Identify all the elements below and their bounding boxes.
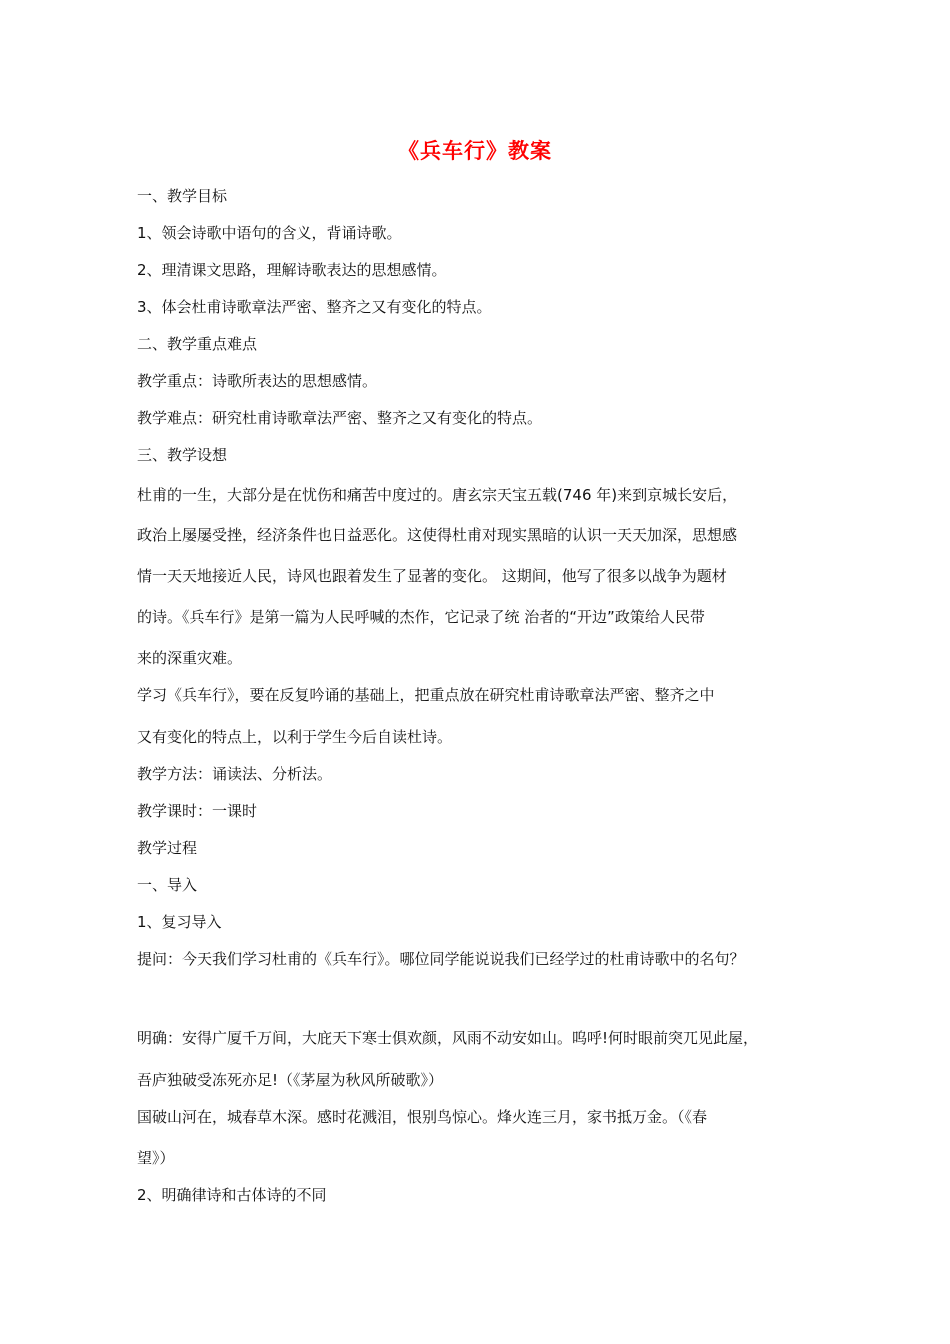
answer-line: 吾庐独破受冻死亦足!（《茅屋为秋风所破歌》） xyxy=(137,1071,444,1089)
paragraph-line: 情一天天地接近人民，诗风也跟着发生了显著的变化。 这期间，他写了很多以战争为题材 xyxy=(137,567,727,585)
teaching-hours: 教学课时：一课时 xyxy=(137,802,258,820)
review-introduction: 1、复习导入 xyxy=(137,913,222,931)
heading-key-points: 二、教学重点难点 xyxy=(137,335,258,353)
difficult-point-text: 教学难点：研究杜甫诗歌章法严密、整齐之又有变化的特点。 xyxy=(137,409,543,427)
poem-line: 望》） xyxy=(137,1149,175,1167)
document-title: 《兵车行》教案 xyxy=(398,139,552,163)
goal-item-3: 3、体会杜甫诗歌章法严密、整齐之又有变化的特点。 xyxy=(137,298,492,316)
sub-heading-difference: 2、明确律诗和古体诗的不同 xyxy=(137,1186,327,1204)
answer-line: 明确：安得广厦千万间，大庇天下寒士俱欢颜，风雨不动安如山。呜呼!何时眼前突兀见此屋， xyxy=(137,1029,759,1047)
paragraph-line: 学习《兵车行》，要在反复吟诵的基础上，把重点放在研究杜甫诗歌章法严密、整齐之中 xyxy=(137,686,715,704)
paragraph-line: 的诗。《兵车行》是第一篇为人民呼喊的杰作，它记录了统 治者的“开边”政策给人民带 xyxy=(137,608,705,626)
paragraph-line: 又有变化的特点上，以利于学生今后自读杜诗。 xyxy=(137,728,453,746)
heading-introduction: 一、导入 xyxy=(137,876,198,894)
heading-teaching-goals: 一、教学目标 xyxy=(137,187,228,205)
heading-teaching-process: 教学过程 xyxy=(137,839,198,857)
paragraph-line: 杜甫的一生，大部分是在忧伤和痛苦中度过的。唐玄宗天宝五载(746 年)来到京城长安后， xyxy=(137,486,738,504)
goal-item-1: 1、领会诗歌中语句的含义，背诵诗歌。 xyxy=(137,224,402,242)
paragraph-line: 来的深重灾难。 xyxy=(137,649,243,667)
key-point-text: 教学重点：诗歌所表达的思想感情。 xyxy=(137,372,378,390)
poem-line: 国破山河在，城春草木深。感时花溅泪，恨别鸟惊心。烽火连三月，家书抵万金。（《春 xyxy=(137,1108,708,1126)
goal-item-2: 2、理清课文思路，理解诗歌表达的思想感情。 xyxy=(137,261,447,279)
heading-teaching-design: 三、教学设想 xyxy=(137,446,228,464)
teaching-method: 教学方法：诵读法、分析法。 xyxy=(137,765,333,783)
question-text: 提问：今天我们学习杜甫的《兵车行》。哪位同学能说说我们已经学过的杜甫诗歌中的名句？ xyxy=(137,950,745,968)
paragraph-line: 政治上屡屡受挫，经济条件也日益恶化。这使得杜甫对现实黑暗的认识一天天加深，思想感 xyxy=(137,526,738,544)
